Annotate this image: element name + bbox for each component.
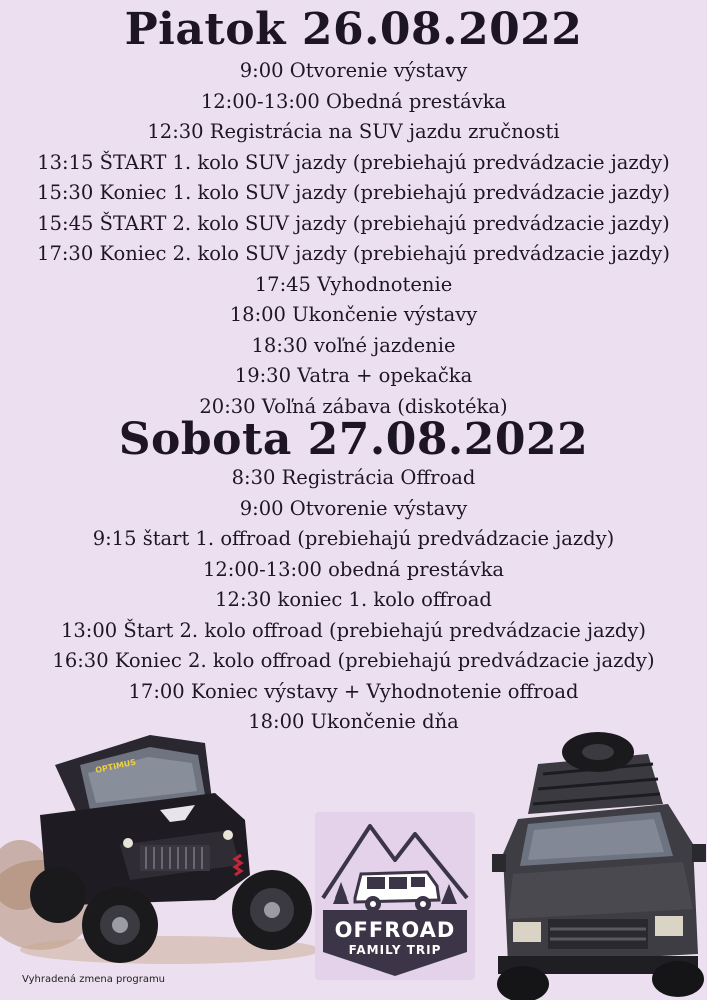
offroad-family-trip-logo [315, 812, 475, 980]
offroad-suv-photo [488, 724, 707, 1000]
schedule-item: 15:30 Koniec 1. kolo SUV jazdy (prebiehajú predvádzacie jazdy) [37, 181, 670, 204]
schedule-item: 9:00 Otvorenie výstavy [239, 496, 468, 520]
schedule-item: 17:30 Koniec 2. kolo SUV jazdy (prebiehajú predvádzacie jazdy) [37, 242, 670, 265]
schedule-item: 19:30 Vatra + opekačka [234, 364, 473, 387]
schedule-item: 12:00-13:00 Obedná prestávka [200, 89, 507, 113]
offroad-buggy-photo [0, 725, 320, 965]
schedule-item: 9:15 štart 1. offroad (prebiehajú predvádzacie jazdy) [92, 527, 615, 550]
schedule-item: 17:00 Koniec výstavy + Vyhodnotenie offroad [128, 679, 579, 703]
schedule-item: 20:30 Voľná zábava (diskotéka) [199, 394, 508, 418]
schedule-item: 13:15 ŠTART 1. kolo SUV jazdy (prebiehajú predvádzacie jazdy) [37, 150, 670, 174]
schedule-item: 18:30 voľné jazdenie [251, 333, 456, 357]
day2-title: Sobota 27.08.2022 [118, 414, 589, 465]
schedule-item: 8:30 Registrácia Offroad [231, 466, 476, 489]
schedule-item: 12:30 koniec 1. kolo offroad [215, 588, 492, 611]
schedule-item: 15:45 ŠTART 2. kolo SUV jazdy (prebiehajú predvádzacie jazdy) [37, 211, 670, 235]
schedule-item: 18:00 Ukončenie dňa [248, 710, 459, 733]
schedule-item: 12:00-13:00 obedná prestávka [202, 557, 505, 581]
schedule-item: 9:00 Otvorenie výstavy [239, 59, 468, 82]
program-change-note: Vyhradená zmena programu [22, 974, 166, 985]
buggy-decal-text: OPTIMUS [94, 757, 137, 775]
schedule-item: 13:00 Štart 2. kolo offroad (prebiehajú predvádzacie jazdy) [60, 618, 647, 642]
day1-title: Piatok 26.08.2022 [124, 4, 583, 55]
logo-title: OFFROAD [334, 918, 456, 942]
day1-schedule [0, 56, 707, 422]
logo-subtitle: FAMILY TRIP [348, 943, 442, 957]
day2-schedule [0, 463, 707, 738]
schedule-item: 12:30 Registrácia na SUV jazdu zručnosti [147, 120, 560, 143]
schedule-item: 17:45 Vyhodnotenie [254, 272, 453, 296]
schedule-item: 16:30 Koniec 2. kolo offroad (prebiehajú predvádzacie jazdy) [52, 649, 655, 672]
schedule-item: 18:00 Ukončenie výstavy [229, 303, 478, 326]
